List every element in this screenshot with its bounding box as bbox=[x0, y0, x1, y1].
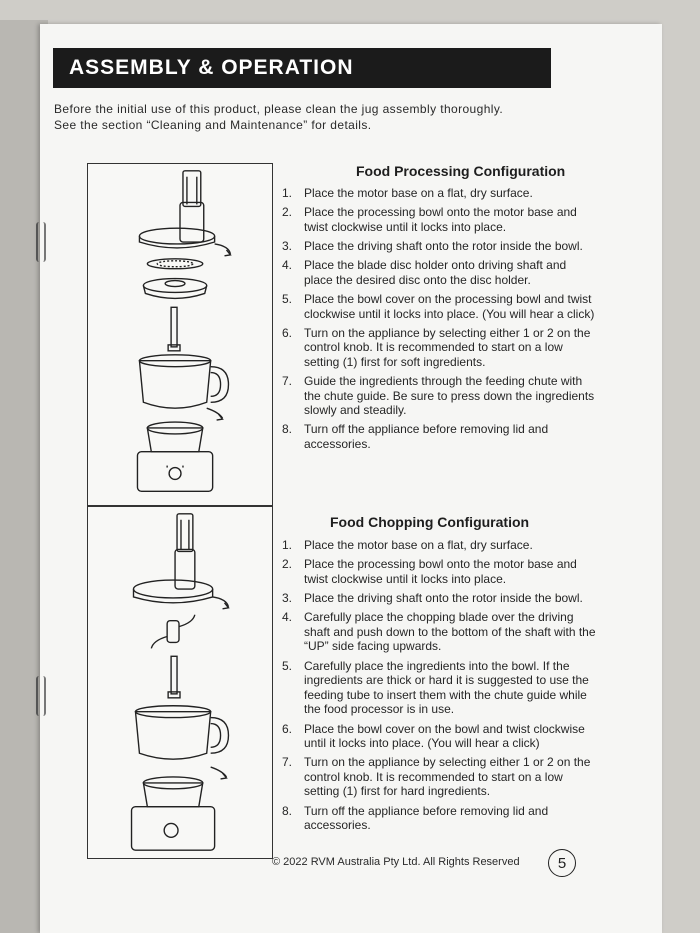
step-number: 4. bbox=[282, 610, 293, 625]
step-item bbox=[280, 722, 596, 751]
copyright-footer: © 2022 RVM Australia Pty Ltd. All Rights Reserved bbox=[272, 856, 520, 868]
step-item bbox=[280, 591, 596, 606]
step-text: Carefully place the chopping blade over the driving shaft and push down to the bottom of the shaft with the “UP” side facing upwards. bbox=[304, 610, 596, 654]
step-item bbox=[280, 292, 596, 321]
step-item bbox=[280, 239, 596, 254]
step-text: Place the bowl cover on the bowl and twist clockwise until it locks into place. (You will hear a click) bbox=[304, 721, 585, 751]
step-text: Turn off the appliance before removing lid and accessories. bbox=[304, 803, 549, 833]
step-text: Place the bowl cover on the processing bowl and twist clockwise until it locks into place. (You will hear a click) bbox=[304, 291, 595, 321]
step-text: Turn off the appliance before removing lid and accessories. bbox=[304, 422, 549, 452]
step-text: Place the processing bowl onto the motor base and twist clockwise until it locks into place. bbox=[304, 205, 577, 234]
step-text: Place the motor base on a flat, dry surface. bbox=[304, 186, 533, 200]
staple-top bbox=[36, 222, 46, 262]
step-item bbox=[280, 422, 596, 451]
step-number: 3. bbox=[282, 590, 293, 605]
staple-bottom bbox=[36, 676, 46, 716]
step-number: 5. bbox=[282, 291, 293, 306]
step-item bbox=[280, 205, 596, 234]
step-number: 3. bbox=[282, 238, 293, 253]
chopping-title: Food Chopping Configuration bbox=[330, 514, 530, 530]
step-item bbox=[280, 804, 596, 833]
step-item bbox=[280, 258, 596, 287]
step-number: 8. bbox=[282, 422, 293, 437]
step-number: 5. bbox=[282, 658, 293, 673]
step-number: 1. bbox=[282, 186, 293, 200]
step-item bbox=[280, 186, 596, 201]
step-text: Place the processing bowl onto the motor base and twist clockwise until it locks into place. bbox=[304, 557, 577, 586]
step-number: 2. bbox=[282, 205, 293, 220]
step-item bbox=[280, 557, 596, 586]
intro-text: Before the initial use of this product, please clean the jug assembly thoroughly. See the section “Cleaning and Maintenance” for details. bbox=[54, 102, 504, 132]
processing-illustration bbox=[87, 163, 273, 506]
step-text: Place the blade disc holder onto driving shaft and place the desired disc onto the disc holder. bbox=[304, 258, 567, 287]
page-number: 5 bbox=[548, 849, 576, 877]
step-text: Turn on the appliance by selecting either 1 or 2 on the control knob. It is recommended to start on a low setting (1) first for soft ingredients. bbox=[304, 325, 591, 369]
step-number: 1. bbox=[282, 538, 293, 552]
step-text: Place the driving shaft onto the rotor inside the bowl. bbox=[304, 238, 583, 253]
step-text: Carefully place the ingredients into the bowl. If the ingredients are thick or hard it is suggested to use the feeding tube to insert them with the chute guide while the food processor is in use. bbox=[304, 658, 589, 717]
step-text: Turn on the appliance by selecting either 1 or 2 on the control knob. It is recommended to start on a low setting (1) first for hard ingredients. bbox=[304, 755, 591, 799]
step-item bbox=[280, 538, 596, 553]
step-text: Guide the ingredients through the feeding chute with the chute guide. Be sure to press down the ingredients slowly and steadily. bbox=[304, 374, 595, 418]
step-number: 6. bbox=[282, 325, 293, 340]
processing-steps-list bbox=[280, 186, 596, 456]
step-item bbox=[280, 326, 596, 370]
step-number: 8. bbox=[282, 803, 293, 818]
step-number: 7. bbox=[282, 374, 293, 389]
section-header: ASSEMBLY & OPERATION bbox=[53, 48, 551, 88]
step-number: 6. bbox=[282, 721, 293, 736]
step-text: Place the motor base on a flat, dry surface. bbox=[304, 538, 533, 552]
chopping-illustration bbox=[87, 506, 273, 859]
step-number: 7. bbox=[282, 755, 293, 770]
processing-title: Food Processing Configuration bbox=[356, 163, 566, 179]
step-text: Place the driving shaft onto the rotor inside the bowl. bbox=[304, 590, 583, 605]
step-number: 4. bbox=[282, 258, 293, 273]
chopping-steps-list bbox=[280, 538, 596, 837]
step-item bbox=[280, 755, 596, 799]
step-item bbox=[280, 659, 596, 717]
step-item bbox=[280, 610, 596, 654]
step-item bbox=[280, 374, 596, 418]
step-number: 2. bbox=[282, 557, 293, 572]
